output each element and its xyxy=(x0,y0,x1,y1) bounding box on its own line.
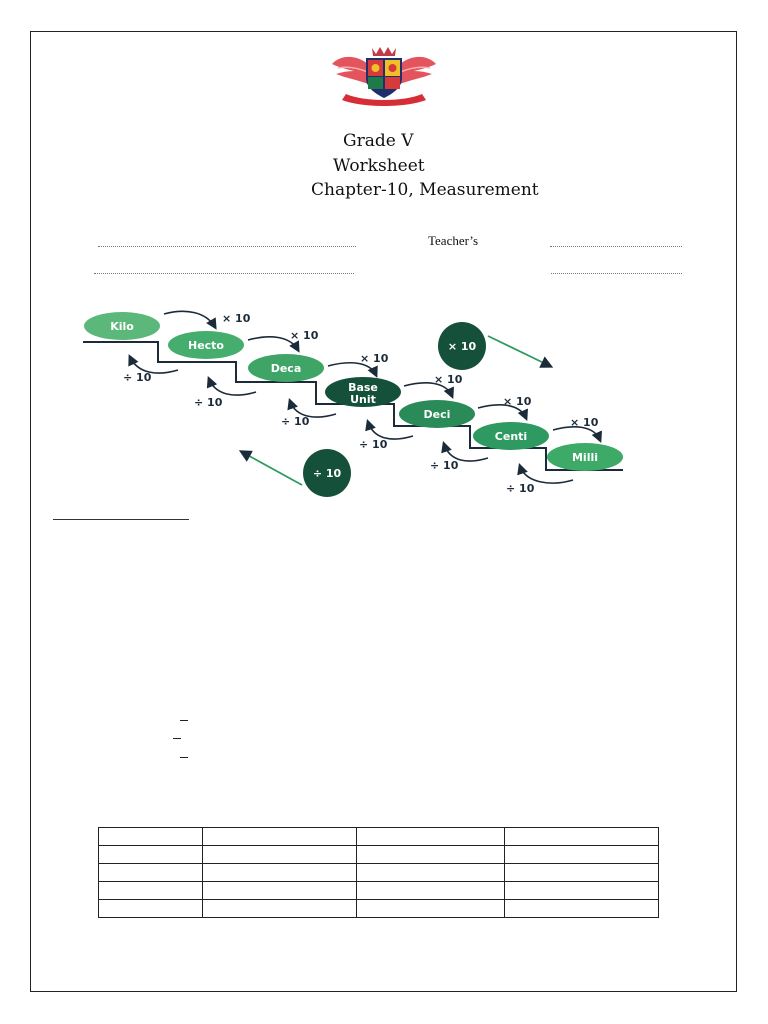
table-cell[interactable] xyxy=(99,882,203,900)
multiply-label: × 10 xyxy=(503,395,532,408)
table-cell[interactable] xyxy=(356,864,505,882)
worksheet-title: Worksheet xyxy=(333,156,425,176)
unit-label-milli: Milli xyxy=(571,451,599,464)
chapter-title: Chapter-10, Measurement xyxy=(311,180,539,200)
grade-title: Grade V xyxy=(343,131,414,151)
blank-dash xyxy=(180,757,188,758)
field-line-right-1[interactable] xyxy=(550,246,682,247)
table-cell[interactable] xyxy=(505,900,659,918)
table-cell[interactable] xyxy=(356,882,505,900)
divide-label: ÷ 10 xyxy=(281,415,310,428)
blank-dash xyxy=(180,720,188,721)
unit-node-deca xyxy=(248,354,324,382)
metric-staircase-diagram xyxy=(78,300,638,500)
unit-node-kilo xyxy=(84,312,160,340)
multiply-direction-badge xyxy=(438,322,550,370)
field-line-right-2[interactable] xyxy=(551,273,682,274)
blank-dash xyxy=(173,738,181,739)
multiply-arrow-icon xyxy=(164,311,215,327)
unit-label-unit: Unit xyxy=(350,393,376,406)
divide-label: ÷ 10 xyxy=(430,459,459,472)
divide-label: ÷ 10 xyxy=(194,396,223,409)
divide-direction-arrow-icon xyxy=(242,452,302,485)
unit-node-hecto xyxy=(168,331,244,359)
table-cell[interactable] xyxy=(202,846,356,864)
unit-node-deci xyxy=(399,400,475,428)
svg-text:÷ 10: ÷ 10 xyxy=(312,467,342,480)
table-cell[interactable] xyxy=(356,900,505,918)
table-row xyxy=(99,882,659,900)
table-cell[interactable] xyxy=(202,864,356,882)
table-cell[interactable] xyxy=(505,864,659,882)
table-cell[interactable] xyxy=(202,900,356,918)
unit-node-base-unit xyxy=(325,377,401,407)
table-cell[interactable] xyxy=(99,900,203,918)
table-cell[interactable] xyxy=(99,846,203,864)
table-cell[interactable] xyxy=(99,828,203,846)
table-cell[interactable] xyxy=(356,828,505,846)
answer-table xyxy=(98,827,659,918)
table-cell[interactable] xyxy=(356,846,505,864)
divide-direction-badge xyxy=(242,449,351,497)
multiply-direction-arrow-icon xyxy=(488,336,550,366)
unit-node-centi xyxy=(473,422,549,450)
table-cell[interactable] xyxy=(505,846,659,864)
divide-label: ÷ 10 xyxy=(359,438,388,451)
table-row xyxy=(99,846,659,864)
divide-label: ÷ 10 xyxy=(506,482,535,495)
multiply-label: × 10 xyxy=(434,373,463,386)
unit-label-kilo: Kilo xyxy=(110,320,134,333)
table-cell[interactable] xyxy=(99,864,203,882)
unit-node-milli xyxy=(547,443,623,471)
multiply-label: × 10 xyxy=(360,352,389,365)
divide-label: ÷ 10 xyxy=(123,371,152,384)
unit-label-centi: Centi xyxy=(494,430,528,443)
table-row xyxy=(99,900,659,918)
multiply-label: × 10 xyxy=(222,312,251,325)
unit-label-deca: Deca xyxy=(270,362,302,375)
unit-label-deci: Deci xyxy=(423,408,451,421)
teacher-label: Teacher’s xyxy=(428,233,479,248)
svg-text:× 10: × 10 xyxy=(447,340,477,353)
unit-label-hecto: Hecto xyxy=(187,339,225,352)
class-field-line[interactable] xyxy=(94,273,354,274)
table-cell[interactable] xyxy=(202,828,356,846)
section-heading-underline xyxy=(53,519,189,520)
table-cell[interactable] xyxy=(505,828,659,846)
name-field-line[interactable] xyxy=(98,246,356,247)
multiply-label: × 10 xyxy=(570,416,599,429)
table-cell[interactable] xyxy=(202,882,356,900)
divide-arrow-icon xyxy=(368,422,413,439)
table-cell[interactable] xyxy=(505,882,659,900)
school-crest-icon xyxy=(328,44,440,108)
unit-label-base: Base xyxy=(348,381,378,394)
table-row xyxy=(99,864,659,882)
multiply-label: × 10 xyxy=(290,329,319,342)
table-row xyxy=(99,828,659,846)
